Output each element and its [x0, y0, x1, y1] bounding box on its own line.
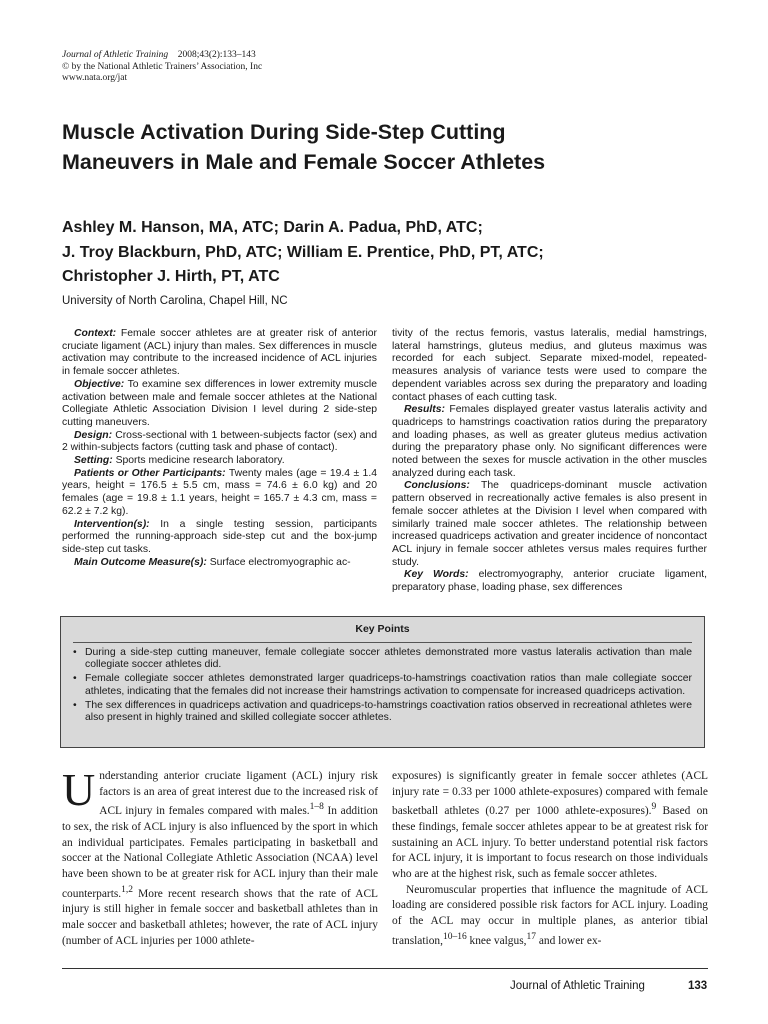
abstract-label: Conclusions:	[404, 480, 470, 492]
abstract-participants	[62, 468, 377, 519]
body-paragraph	[62, 764, 378, 949]
page-number: 133	[688, 980, 708, 992]
journal-header	[62, 50, 262, 85]
author-line: Ashley M. Hanson, MA, ATC; Darin A. Padua, PhD, ATC;	[62, 219, 483, 236]
citation-ref: 17	[526, 931, 536, 942]
body-text: nderstanding anterior cruciate ligament (ACL) injury risk factors is an area of great interest due to the increased risk of ACL injury in females compared with males.	[99, 770, 378, 818]
author-list	[62, 216, 702, 290]
abstract-results	[392, 404, 707, 480]
author-line: Christopher J. Hirth, PT, ATC	[62, 268, 280, 285]
drop-cap: U	[62, 764, 96, 815]
key-points-title: Key Points	[355, 623, 410, 635]
key-point-item	[73, 673, 692, 698]
abstract-keywords	[392, 569, 707, 594]
body-text: Neuromuscular properties that influence the magnitude of ACL loading are considered possible risk factors for ACL injury. Loading of the ACL may occur in multiple planes, as anterior tibial translation,	[392, 883, 708, 947]
abstract-left-column	[62, 328, 377, 569]
body-paragraph	[392, 883, 708, 950]
abstract-label: Objective:	[74, 378, 125, 390]
abstract-text: To examine sex differences in lower extremity muscle activation between male and female soccer athletes at the National Collegiate Athletic Association Division I level during 2 side-step cutting maneuvers.	[62, 378, 377, 428]
abstract-text: Cross-sectional with 1 between-subjects factor (sex) and 2 within-subjects factors (cutting task and phase of contact).	[62, 429, 377, 454]
citation: 2008;43(2):133–143	[177, 50, 256, 60]
copyright: © by the National Athletic Trainers’ Association, Inc	[62, 61, 263, 72]
bullet-icon: •	[73, 673, 77, 685]
body-text: and lower ex-	[535, 934, 602, 947]
abstract-label: Design:	[74, 429, 113, 441]
abstract-right-column	[392, 328, 707, 595]
affiliation: University of North Carolina, Chapel Hill, NC	[62, 295, 288, 307]
abstract-text: In a single testing session, participants performed the running-approach side-step cut and the box-jump side-step cut tasks.	[62, 518, 377, 555]
abstract-objective	[62, 379, 377, 430]
abstract-text: Sports medicine research laboratory.	[115, 455, 285, 467]
body-paragraph	[392, 769, 708, 883]
key-points-divider	[73, 642, 692, 643]
abstract-text: The quadriceps-dominant muscle activation pattern observed in recreationally active females is also present in female soccer athletes at the Division I level when compared with similarly trained male soccer athletes. The relationship between increased quadriceps activation and greater incidence of noncontact ACL injury in female soccer athletes versus males requires further study.	[392, 480, 707, 568]
body-text: More recent research shows that the rate of ACL injury is still higher in female soccer and basketball athletes than in male soccer and basketball athletes; however, the rate of ACL injury (number of ACL injuries per 1000 athlete-	[62, 887, 378, 947]
abstract-text: Female soccer athletes are at greater risk of anterior cruciate ligament (ACL) injury than males. Sex differences in muscle activation may contribute to the increased incidence of ACL injuries in female soccer athletes.	[62, 328, 377, 378]
abstract-label: Results:	[404, 404, 445, 416]
journal-citation-line	[62, 50, 262, 62]
abstract-text: Twenty males (age = 19.4 ± 1.4 years, height = 176.5 ± 5.5 cm, mass = 74.6 ± 6.0 kg) and 20 females (age = 19.8 ± 1.1 years, height = 165.7 ± 4.3 cm, mass = 62.2 ± 7.2 kg).	[62, 467, 377, 517]
body-right-column	[392, 769, 708, 949]
abstract-label: Setting:	[74, 455, 113, 467]
citation-ref: 9	[651, 802, 657, 813]
abstract-intervention	[62, 519, 377, 557]
abstract-outcome	[62, 557, 377, 570]
key-point-text: During a side-step cutting maneuver, female collegiate soccer athletes demonstrated more vastus lateralis activation than male collegiate soccer athletes did.	[85, 646, 692, 671]
abstract-label: Intervention(s):	[74, 518, 150, 530]
abstract-label: Patients or Other Participants:	[74, 467, 226, 479]
citation-ref: 1–8	[309, 802, 324, 813]
citation-ref: 10–16	[442, 931, 467, 942]
abstract-conclusions	[392, 480, 707, 569]
key-points-list	[73, 647, 692, 725]
abstract-outcome-continued: tivity of the rectus femoris, vastus lateralis, medial hamstrings, lateral hamstrings, gluteus medius, and gluteus maximus was recorded for each subject. Separate mixed-model, repeated-measures analysis of variance tests were used to compare the dependent variables across sex during the preparatory and loading contact phases of each cutting task.	[392, 328, 707, 403]
bullet-icon: •	[73, 646, 77, 658]
key-point-text: Female collegiate soccer athletes demonstrated larger quadriceps-to-hamstrings coactivation ratios than male collegiate soccer athletes, indicating that the females did not increase their hamstrings activation to compensate for increased quadriceps activation.	[85, 673, 692, 697]
bullet-icon: •	[73, 699, 77, 711]
abstract-design	[62, 430, 377, 455]
footer-rule	[62, 968, 708, 969]
abstract-label: Main Outcome Measure(s):	[74, 556, 207, 568]
footer-journal-name: Journal of Athletic Training	[510, 980, 645, 992]
key-points-box	[60, 616, 705, 748]
article-title: Muscle Activation During Side-Step Cutting Maneuvers in Male and Female Soccer Athletes	[62, 120, 546, 174]
abstract-label: Key Words:	[404, 569, 469, 581]
key-point-item	[73, 700, 692, 725]
body-text: knee valgus,	[466, 934, 527, 947]
journal-name: Journal of Athletic Training	[62, 50, 169, 60]
journal-url: www.nata.org/jat	[62, 73, 128, 83]
key-point-item	[73, 647, 692, 672]
citation-ref: 1,2	[121, 884, 134, 895]
body-text: In addition to sex, the risk of ACL injury is also influenced by the sport in which an individual participates. Females participating in basketball and soccer at the National Collegiate Athletic Association (NCAA) level have been shown to be at greater risk for ACL injury than their male counterparts.	[62, 805, 378, 900]
body-text: Based on these findings, female soccer athletes appear to be at greatest risk for sustaining an ACL injury. To better understand potential risk factors for ACL injury, it is important to focus research on those individuals who are at the highest risk, such as female soccer athletes.	[392, 805, 708, 881]
key-point-text: The sex differences in quadriceps activation and quadriceps-to-hamstrings coactivation ratios observed in recreational athletes were also present in highly trained and skilled collegiate soccer athletes.	[85, 699, 692, 724]
body-left-column	[62, 764, 378, 949]
abstract-label: Context:	[74, 328, 117, 339]
abstract-context	[62, 328, 377, 379]
body-text: exposures) is significantly greater in female soccer athletes (ACL injury rate = 0.33 per 1000 athlete-exposures) compared with female basketball athletes (0.27 per 1000 athlete-exposures).	[392, 770, 708, 818]
abstract-text: electromyography, anterior cruciate ligament, preparatory phase, loading phase, sex differences	[392, 569, 708, 594]
author-line: J. Troy Blackburn, PhD, ATC; William E. Prentice, PhD, PT, ATC;	[62, 243, 544, 261]
abstract-text: Females displayed greater vastus lateralis activity and quadriceps to hamstrings coactivation ratios during the preparatory and loading phases, as well as greater gluteus medius activation during the preparatory phase only. No significant differences were noted between the sexes for muscle activation in the other muscles analyzed during each task.	[392, 404, 707, 479]
abstract-text: Surface electromyographic ac-	[209, 556, 351, 568]
abstract-setting	[62, 455, 377, 468]
